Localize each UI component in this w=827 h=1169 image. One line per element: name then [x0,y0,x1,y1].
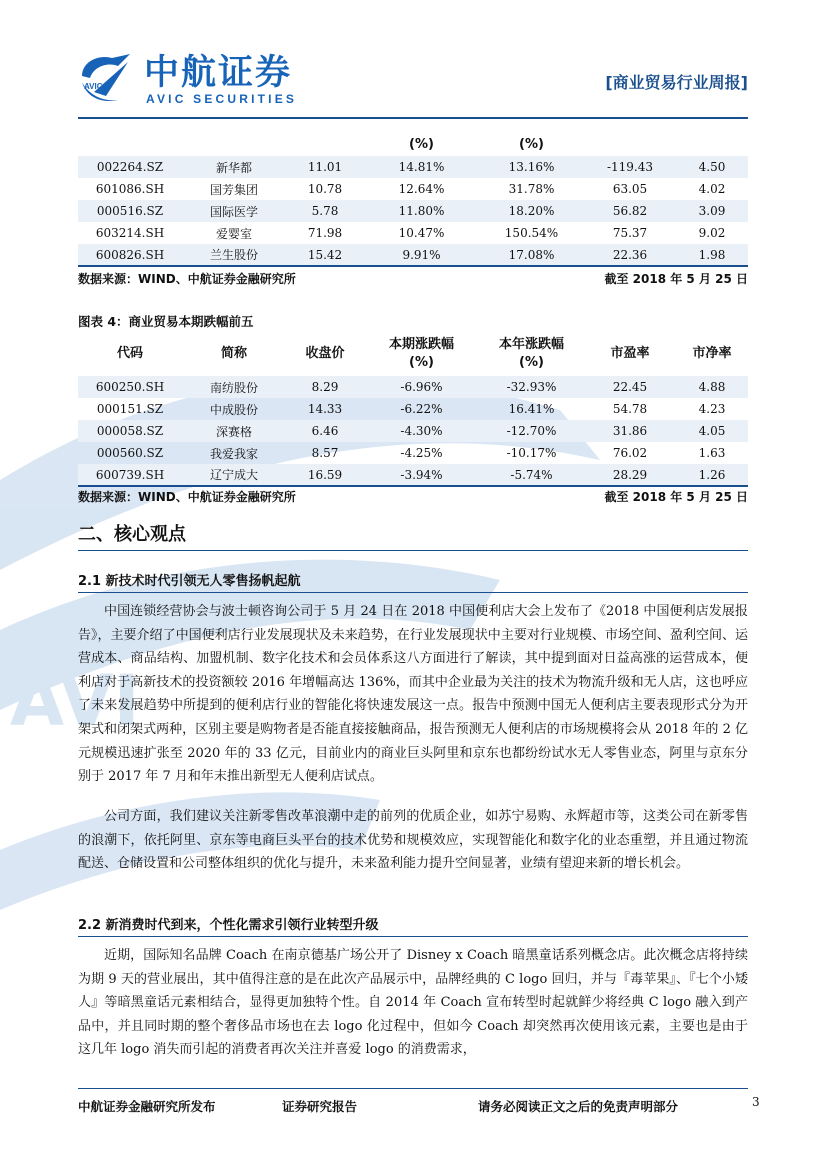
table-cell: -6.96% [364,376,479,398]
table-row [78,376,748,398]
col-header-period-change [364,332,479,376]
table-cell: -6.22% [400,402,443,416]
table1-source: 数据来源：WIND、中航证券金融研究所 [78,272,296,286]
table-cell: 63.05 [612,182,648,196]
figure-4-title: 图表 4：商业贸易本期跌幅前五 [78,314,254,329]
logo-chinese-name: 中航证券 [144,53,293,93]
table1-source-line [78,270,748,288]
table-cell: 9.02 [698,226,726,240]
section-title: 二、核心观点 [78,520,748,551]
table-cell: 54.78 [612,402,648,416]
table-cell: 16.59 [286,464,364,486]
table-cell: 国际医学 [182,200,286,222]
logo-badge-text: AVIC [84,82,103,91]
table-cell: -3.94% [364,464,479,486]
table-cell: 28.29 [584,464,676,486]
table-cell: 我爱我家 [209,446,258,461]
table-row [78,222,748,244]
page-header [78,52,748,112]
table-row [78,464,748,486]
table-row [78,442,748,464]
table1-unit-label: (%) [409,137,434,152]
table-cell: 3.09 [676,200,748,222]
col-header-year-change [479,332,584,376]
table-cell: 8.29 [286,376,364,398]
table-cell: 002264.SZ [78,156,182,178]
subsection-2-1-title: 2.1 新技术时代引领无人零售扬帆起航 [78,570,748,593]
table-cell: 600250.SH [78,376,182,398]
report-type-label: [商业贸易行业周报] [605,73,748,92]
page-number: 3 [752,1095,760,1109]
table-cell: -10.17% [506,446,557,460]
table-cell: 4.23 [698,402,726,416]
table-cell: 150.54% [504,226,559,240]
table-row [78,244,748,266]
table-cell: 国芳集团 [209,182,258,197]
footer-publisher: 中航证券金融研究所发布 [78,1099,216,1114]
table1-date: 截至 2018 年 5 月 25 日 [604,272,748,286]
table-cell: -4.25% [400,446,443,460]
table-cell: 中成股份 [209,402,258,417]
table-cell: 000560.SZ [96,446,164,460]
table-cell: 辽宁成大 [182,464,286,486]
footer-disclaimer-note: 请务必阅读正文之后的免责声明部分 [478,1099,679,1114]
table-cell: 000516.SZ [78,200,182,222]
paragraph-3: 近期，国际知名品牌 Coach 在南京德基广场公开了 Disney x Coach 暗黑童话系列概念店。此次概念店将持续为期 9 天的营业展出，其中值得注意的是在此次产品展示中，品牌经典的 C logo 回归，并与『毒苹果』、『七个小矮人』等暗黑童话元素相结合，显得更加独特个性。自 2014 年 Coach 宣布转型时起就鲜少将经典 C logo 融入到产品中，并且同时期的整个奢侈品市场也在去 logo 化过程中，但如今 Coach 却突然再次使用该元素，主要也是由于这几年 logo 消失而引起的消费者再次关注并喜爱 logo 的消费需求， [78,948,748,1058]
table-cell: -32.93% [479,376,584,398]
col-header-pe: 市盈率 [610,346,650,361]
table1-unit-label: (%) [519,137,544,152]
col-header-period-change-line2: (%) [409,355,434,370]
footer-report-label: 证券研究报告 [282,1099,358,1114]
col-header-pb: 市净率 [692,346,732,361]
table-cell: -119.43 [584,156,676,178]
table-cell: 31.86 [584,420,676,442]
table-cell: 9.91% [364,244,479,266]
table-cell: 16.41% [508,402,555,416]
table-cell: 爱婴室 [215,226,252,241]
table-cell: 10.78 [307,182,343,196]
table-cell: 22.36 [584,244,676,266]
table-cell: 4.88 [676,376,748,398]
table-cell: 56.82 [584,200,676,222]
table-cell: 11.01 [286,156,364,178]
table-cell: 深赛格 [182,420,286,442]
table-cell: 75.37 [612,226,648,240]
avic-logo-icon [78,52,136,106]
col-header-year-change-line1: 本年涨跌幅 [498,337,564,352]
col-header-name: 简称 [220,346,247,361]
table-cell: 12.64% [398,182,445,196]
table-cell: 17.08% [479,244,584,266]
svg-text:AVI: AVI [10,660,140,742]
paragraph-1: 中国连锁经营协会与波士顿咨询公司于 5 月 24 日在 2018 中国便利店大会上发布了《2018 中国便利店发展报告》，主要介绍了中国便利店行业发展现状及未来趋势，在行业发展现状中主要对行业规模、市场空间、盈利空间、运营成本、商品结构、加盟机制、数字化技术和会员体系这八方面进行了解读，其中提到面对日益高涨的运营成本，便利店对于高新技术的投资额较 2016 年增幅高达 136%，而其中企业最为关注的技术为物流升级和无人店，这也呼应了未来发展趋势中所提到的便利店行业的智能化将快速发展这一点。报告中预测中国无人便利店主要表现形式分为开架式和闭架式两种，区别主要是购物者是否能直接接触商品，报告预测无人便利店的市场规模将会从 2018 年的 2 亿元规模迅速扩张至 2020 年的 33 亿元，目前业内的商业巨头阿里和京东也都纷纷试水无人零售业态，阿里与京东分别于 2017 年 7 月和年末推出新型无人便利店试点。 [78,604,748,785]
col-header-code: 代码 [116,346,143,361]
logo-english-name: AVIC SECURITIES [146,92,298,106]
table-row [78,200,748,222]
table-cell: 4.05 [676,420,748,442]
col-header-year-change-line2: (%) [519,355,544,370]
table-cell: 10.47% [398,226,445,240]
paragraph-2: 公司方面，我们建议关注新零售改革浪潮中走的前列的优质企业，如苏宁易购、永辉超市等，这类公司在新零售的浪潮下，依托阿里、京东等电商巨头平台的技术优势和规模效应，实现智能化和数字化的业态重塑，并且通过物流配送、仓储设置和公司整体组织的优化与提升，未来盈利能力提升空间显著，业绩有望迎来新的增长机会。 [78,809,748,872]
table-row [78,398,748,420]
table-cell: 兰生股份 [182,244,286,266]
table-cell: 新华都 [182,156,286,178]
table-cell: 601086.SH [95,182,165,196]
table-cell: 8.57 [311,446,339,460]
table-cell: 000058.SZ [78,420,182,442]
table-cell: 11.80% [364,200,479,222]
table-cell: 南纺股份 [182,376,286,398]
table-cell: 31.78% [508,182,555,196]
table-cell: 603214.SH [95,226,165,240]
table-cell: 71.98 [307,226,343,240]
table-cell: -5.74% [479,464,584,486]
table-cell: 1.98 [676,244,748,266]
table-row [78,420,748,442]
table-cell: 5.78 [286,200,364,222]
table-cell: 22.45 [584,376,676,398]
footer-divider [78,1088,748,1089]
col-header-period-change-line1: 本期涨跌幅 [388,337,454,352]
table-cell: 4.50 [676,156,748,178]
col-header-close: 收盘价 [305,346,345,361]
table-cell: -4.30% [364,420,479,442]
gainers-table [78,134,748,267]
table-cell: 14.81% [364,156,479,178]
table-cell: 18.20% [479,200,584,222]
table-cell: 600739.SH [78,464,182,486]
table2-source-line [78,488,748,506]
subsection-2-2-title: 2.2 新消费时代到来，个性化需求引领行业转型升级 [78,914,748,937]
losers-table [78,332,748,487]
table-cell: -12.70% [479,420,584,442]
table-cell: 13.16% [479,156,584,178]
table-cell: 14.33 [307,402,343,416]
table-cell: 6.46 [286,420,364,442]
table-cell: 1.26 [676,464,748,486]
table-cell: 1.63 [698,446,726,460]
table-cell: 000151.SZ [96,402,164,416]
table-row [78,156,748,178]
header-divider [78,117,748,119]
table-cell: 600826.SH [78,244,182,266]
table-row [78,178,748,200]
table-cell: 76.02 [612,446,648,460]
table-cell: 15.42 [286,244,364,266]
table2-source: 数据来源：WIND、中航证券金融研究所 [78,490,296,504]
table2-date: 截至 2018 年 5 月 25 日 [604,490,748,504]
table-cell: 4.02 [698,182,726,196]
